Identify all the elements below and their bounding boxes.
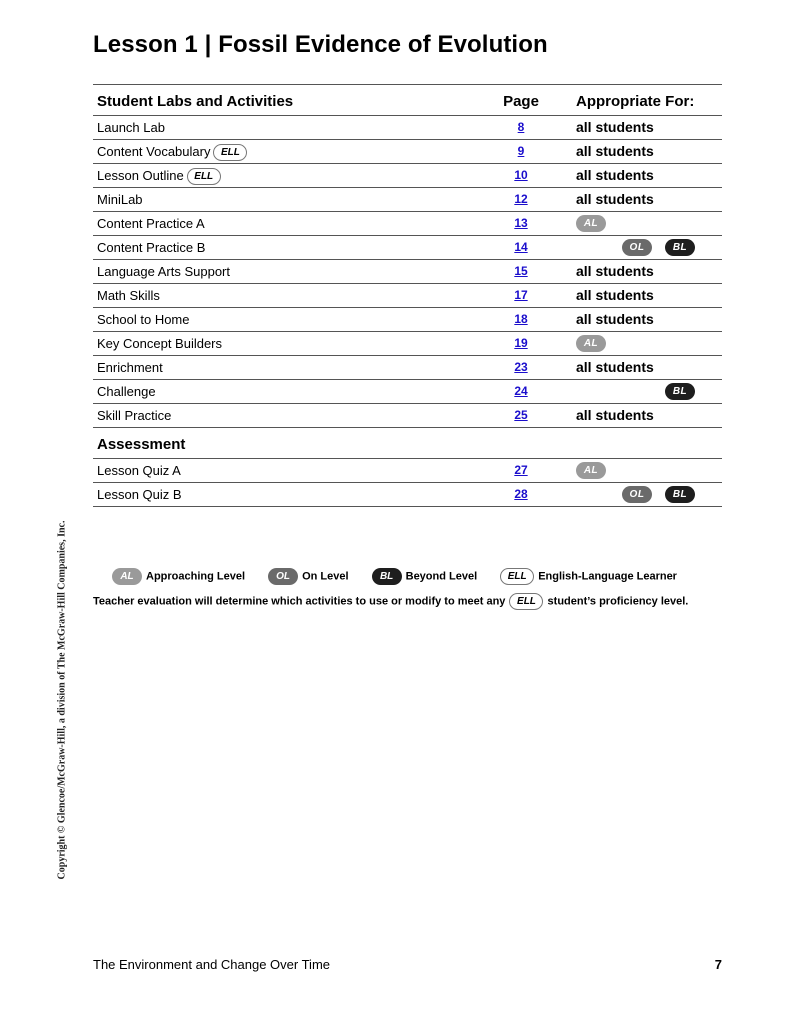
- activity-name: [97, 216, 205, 231]
- activity-name: [97, 336, 222, 351]
- table-header-row: [93, 85, 722, 116]
- ol-badge-icon: OL: [622, 239, 652, 256]
- legend-item-ell: [500, 568, 677, 585]
- table-row: [93, 332, 722, 356]
- copyright-text: Copyright © Glencoe/McGraw-Hill, a division of The McGraw-Hill Companies, Inc.: [56, 520, 68, 880]
- activity-name: [97, 384, 156, 399]
- appropriate-for: all students: [576, 287, 654, 303]
- table-row: [93, 459, 722, 483]
- table-row: [93, 212, 722, 236]
- activity-name: [97, 120, 165, 135]
- table-row: [93, 284, 722, 308]
- bl-badge-icon: BL: [372, 568, 402, 585]
- legend-item-ol: [268, 568, 348, 585]
- al-badge-icon: AL: [576, 335, 606, 352]
- ol-badge-icon: OL: [622, 486, 652, 503]
- activity-name-text: Key Concept Builders: [97, 336, 223, 351]
- activity-name-text: Challenge: [97, 384, 156, 399]
- page-link[interactable]: 27: [514, 463, 528, 477]
- activity-name-text: Content Practice A: [97, 216, 205, 231]
- page-link[interactable]: 8: [517, 120, 525, 134]
- table-row: [93, 164, 722, 188]
- table-row: [93, 308, 722, 332]
- footer-page-number: 7: [714, 957, 722, 972]
- page-link[interactable]: 13: [514, 216, 528, 230]
- activity-name-text: Enrichment: [97, 360, 163, 375]
- bl-badge-icon: BL: [665, 383, 695, 400]
- appropriate-for: all students: [576, 167, 654, 183]
- appropriate-for: all students: [576, 263, 654, 279]
- ell-badge-icon: ELL: [509, 593, 543, 610]
- table-row: [93, 404, 722, 428]
- page-link[interactable]: 25: [514, 408, 528, 422]
- assessment-heading: Assessment: [97, 436, 186, 453]
- activity-name: [97, 240, 205, 255]
- page-link[interactable]: 9: [517, 144, 525, 158]
- appropriate-for: all students: [576, 311, 654, 327]
- legend-item-bl: [372, 568, 478, 585]
- ol-badge-icon: OL: [268, 568, 298, 585]
- level-badges: [576, 239, 716, 256]
- ell-badge-icon: ELL: [500, 568, 534, 585]
- table-row: [93, 380, 722, 404]
- ell-badge-icon: ELL: [213, 144, 247, 161]
- bl-badge-icon: BL: [665, 239, 695, 256]
- assessment-section-heading: [93, 428, 722, 459]
- legend-item-al: [112, 568, 245, 585]
- activity-name: [97, 264, 230, 279]
- activity-name-text: Content Practice B: [97, 240, 206, 255]
- header-page: Page: [503, 93, 539, 110]
- activity-name-text: Lesson Outline: [97, 168, 184, 183]
- page-link[interactable]: 17: [514, 288, 528, 302]
- activity-name-text: Content Vocabulary: [97, 144, 211, 159]
- note-text-after: student’s proficiency level.: [547, 595, 689, 608]
- legend-label-bl: Beyond Level: [405, 570, 478, 583]
- page-link[interactable]: 19: [514, 336, 528, 350]
- level-badges: [576, 335, 716, 352]
- note-text-before: Teacher evaluation will determine which activities to use or modify to meet any: [93, 595, 506, 608]
- page-link[interactable]: 10: [514, 168, 528, 182]
- legend: [112, 568, 697, 585]
- level-badges: [576, 383, 716, 400]
- table-row: [93, 140, 722, 164]
- activity-name: [97, 312, 190, 327]
- activity-name-text: Lesson Quiz B: [97, 487, 182, 502]
- activity-name-text: Skill Practice: [97, 408, 172, 423]
- appropriate-for: all students: [576, 191, 654, 207]
- table-row: [93, 116, 722, 140]
- page-link[interactable]: 23: [514, 360, 528, 374]
- activity-name: [97, 487, 182, 502]
- al-badge-icon: AL: [112, 568, 142, 585]
- activity-name-text: School to Home: [97, 312, 190, 327]
- table-row: [93, 483, 722, 507]
- legend-label-ell: English-Language Learner: [538, 570, 677, 583]
- header-activities: Student Labs and Activities: [97, 93, 294, 110]
- appropriate-for: all students: [576, 359, 654, 375]
- table-row: [93, 260, 722, 284]
- al-badge-icon: AL: [576, 215, 606, 232]
- page-link[interactable]: 15: [514, 264, 528, 278]
- footer-chapter-title: The Environment and Change Over Time: [93, 957, 331, 972]
- activity-name-text: Language Arts Support: [97, 264, 230, 279]
- table-row: [93, 236, 722, 260]
- legend-label-ol: On Level: [302, 570, 349, 583]
- activity-name-text: Math Skills: [97, 288, 160, 303]
- al-badge-icon: AL: [576, 462, 606, 479]
- activity-name: [97, 408, 171, 423]
- activity-name: [97, 288, 160, 303]
- activity-name-text: Launch Lab: [97, 120, 165, 135]
- activity-name: [97, 168, 221, 185]
- page-link[interactable]: 12: [514, 192, 528, 206]
- activity-name-text: Lesson Quiz A: [97, 463, 181, 478]
- level-badges: [576, 486, 716, 503]
- page-title: Lesson 1 | Fossil Evidence of Evolution: [93, 31, 548, 58]
- appropriate-for: all students: [576, 119, 654, 135]
- activity-name-text: MiniLab: [97, 192, 143, 207]
- activities-table: [93, 84, 722, 507]
- appropriate-for: all students: [576, 143, 654, 159]
- level-badges: [576, 215, 716, 232]
- page-link[interactable]: 14: [514, 240, 528, 254]
- ell-badge-icon: ELL: [187, 168, 221, 185]
- table-row: [93, 188, 722, 212]
- table-row: [93, 356, 722, 380]
- activity-name: [97, 360, 163, 375]
- level-badges: [576, 462, 716, 479]
- appropriate-for: all students: [576, 407, 654, 423]
- page-link[interactable]: 18: [514, 312, 528, 326]
- legend-label-al: Approaching Level: [146, 570, 246, 583]
- activity-name: [97, 144, 247, 161]
- header-appropriate-for: Appropriate For:: [576, 93, 695, 110]
- activity-name: [97, 192, 143, 207]
- bl-badge-icon: BL: [665, 486, 695, 503]
- page-link[interactable]: 28: [514, 487, 528, 501]
- page-link[interactable]: 24: [514, 384, 528, 398]
- teacher-note: [93, 593, 688, 610]
- activity-name: [97, 463, 181, 478]
